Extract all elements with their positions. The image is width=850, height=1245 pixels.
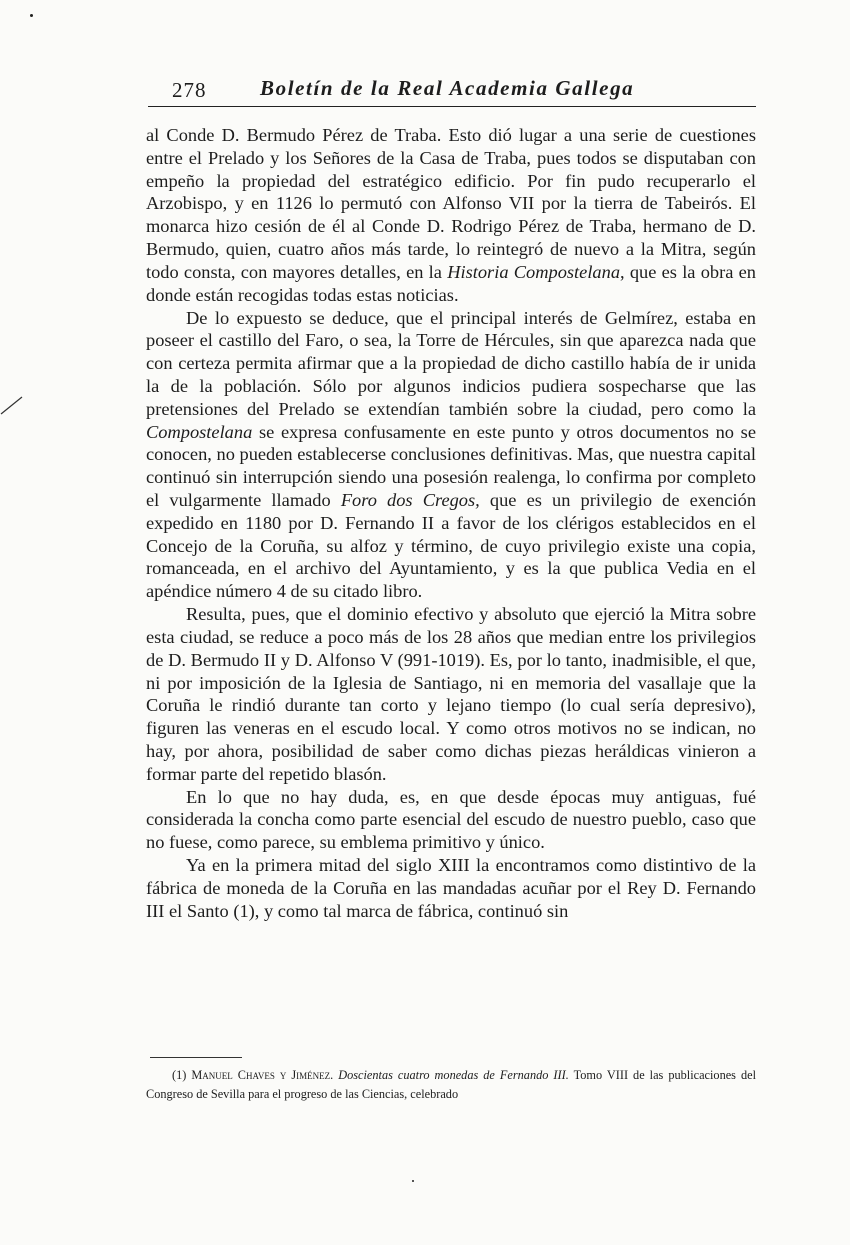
text-run: En lo que no hay duda, es, en que desde épocas muy antiguas, fué considerada la concha como parte esencial del escudo de nuestro pueblo, caso que no fuese, como parece, su emblema primitivo y único. bbox=[146, 786, 756, 853]
footnote-author: Manuel Chaves y Jiménez. bbox=[191, 1068, 334, 1082]
paragraph bbox=[146, 786, 756, 854]
italic-title: Foro dos Cregos, bbox=[340, 490, 480, 510]
footnote-title: Doscientas cuatro monedas de Fernando III. bbox=[338, 1068, 569, 1082]
footnote-divider bbox=[150, 1057, 242, 1058]
scan-speck bbox=[412, 1180, 414, 1182]
margin-pen-mark bbox=[0, 395, 24, 415]
journal-title: Boletín de la Real Academia Gallega bbox=[260, 76, 635, 100]
paragraph bbox=[146, 603, 756, 786]
paragraph bbox=[146, 124, 756, 307]
page-number: 278 bbox=[172, 78, 207, 102]
paragraph bbox=[146, 854, 756, 922]
text-run: De lo expuesto se deduce, que el principal interés de Gelmírez, estaba en poseer el castillo del Faro, o sea, la Torre de Hércules, sin que aparezca nada que con certeza permita afirmar que a la propiedad de dicho castillo había de ir unida la de la población. Sólo por algunos indicios pudiera sospecharse que las pretensiones del Prelado se extendían también sobre la ciudad, pero como la bbox=[146, 307, 756, 419]
text-run: al Conde D. Bermudo Pérez de Traba. Esto dió lugar a una serie de cuestiones entre el Prelado y los Señores de la Casa de Traba, pues todos se disputaban con empeño la propiedad del estratégico edificio. Por fin pudo recuperarlo el Arzobispo, y en 1126 lo permutó con Alfonso VII por la tierra de Tabeirós. El monarca hizo cesión de él al Conde D. Rodrigo Pérez de Traba, hermano de D. Bermudo, quien, cuatro años más tarde, lo reintegró de nuevo a la Mitra, según todo consta, con mayores detalles, en la bbox=[146, 125, 756, 282]
text-run: que es un privilegio de exención expedido en 1180 por D. Fernando II a favor de los clérigos establecidos en el Concejo de la Coruña, su alfoz y término, de cuyo privilegio existe una copia, romanceada, en el archivo del Ayuntamiento, y es la que publica Vedia en el apéndice número 4 de su citado libro. bbox=[146, 490, 757, 602]
text-run: se expresa confusamente en este punto y otros documentos no se conocen, no pueden establecerse conclusiones definitivas. Mas, que nuestra capital continuó sin interrupción siendo una posesión realenga, lo confirma por completo el vulgarmente llamado bbox=[146, 421, 756, 510]
italic-title: Compostelana bbox=[146, 421, 253, 442]
body-text bbox=[146, 124, 756, 922]
footnote bbox=[146, 1066, 756, 1104]
paragraph bbox=[146, 307, 756, 604]
text-run: , que es la obra en donde están recogidas todas estas noticias. bbox=[146, 261, 756, 305]
footnote-marker: (1) bbox=[172, 1068, 187, 1082]
scan-speck bbox=[30, 14, 33, 17]
text-run: Resulta, pues, que el dominio efectivo y absoluto que ejerció la Mitra sobre esta ciudad, se reduce a poco más de los 28 años que median entre los privilegios de D. Bermudo II y D. Alfonso V (991-1019). Es, por lo tanto, inadmisible, el que, ni por imposición de la Iglesia de Santiago, ni en memoria del vasallaje que la Coruña le rindió durante tan corto y lejano tiempo (lo cual sería depresivo), figuren las veneras en el escudo local. Y como otros motivos no se indican, no hay, por ahora, posibilidad de saber como dichas piezas heráldicas vinieron a formar parte del repetido blasón. bbox=[146, 604, 756, 784]
running-header bbox=[148, 72, 756, 107]
text-run: Ya en la primera mitad del siglo XIII la encontramos como distintivo de la fábrica de moneda de la Coruña en las mandadas acuñar por el Rey D. Fernando III el Santo (1), y como tal marca de fábrica, continuó sin bbox=[146, 855, 756, 921]
italic-title: Historia Compostelana bbox=[447, 261, 621, 282]
footnote-text: Tomo VIII de las publicaciones del Congreso de Sevilla para el progreso de las Ciencias, celebrado bbox=[146, 1068, 756, 1101]
